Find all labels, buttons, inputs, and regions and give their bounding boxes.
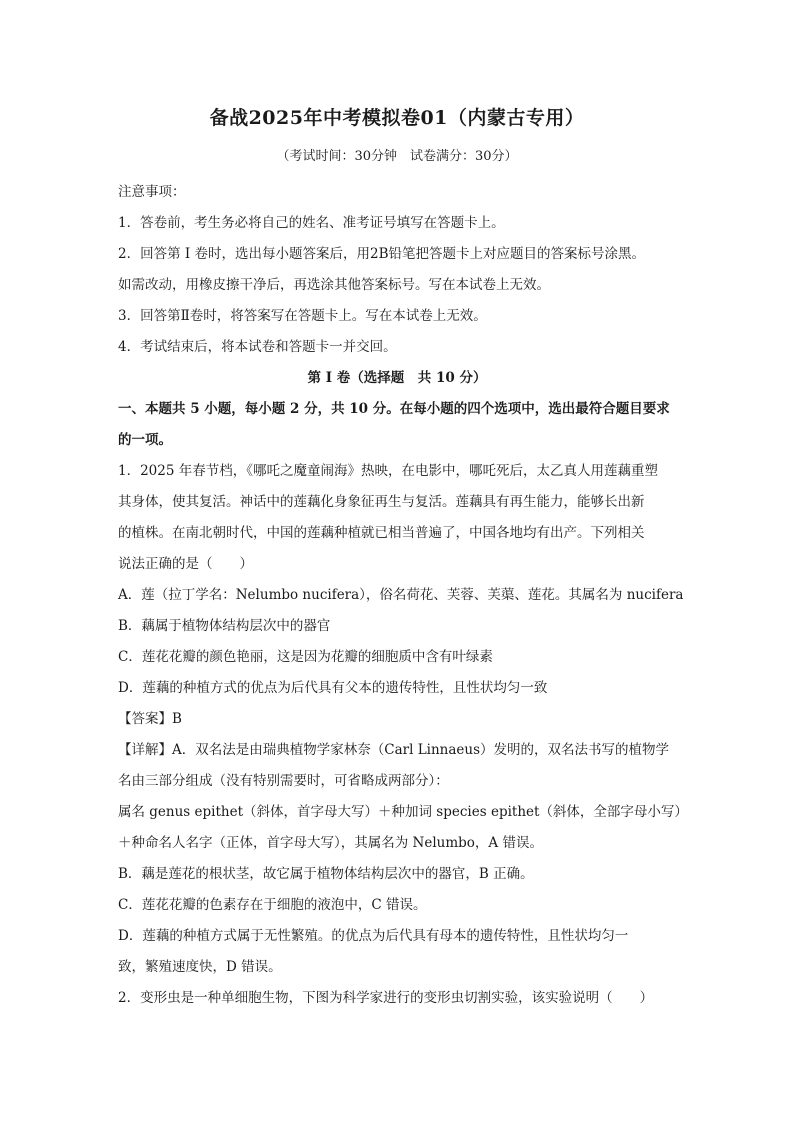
- section-instruction: 的一项。: [118, 432, 172, 448]
- question-stem: 1．2025 年春节档，《哪吒之魔童闹海》热映，在电影中，哪吒死后，太乙真人用莲藕重塑: [118, 463, 658, 479]
- explanation-line: D．莲藕的种植方式属于无性繁殖。的优点为后代具有母本的遗传特性，且性状均匀一: [118, 928, 629, 944]
- exam-info: （考试时间：30分钟 试卷满分：30分）: [276, 149, 518, 164]
- question-stem: 说法正确的是（ ）: [118, 556, 253, 572]
- explanation-line: 【详解】A．双名法是由瑞典植物学家林奈（Carl Linnaeus）发明的，双名法书写的植物学: [118, 742, 670, 758]
- explanation-line: ＋种命名人名字（正体，首字母大写），其属名为 Nelumbo，A 错误。: [118, 835, 543, 851]
- explanation-line: 名由三部分组成（没有特别需要时，可省略成两部分）：: [118, 773, 449, 789]
- notes-heading: 注意事项：: [118, 184, 186, 200]
- explanation-line: 致，繁殖速度快，D 错误。: [118, 959, 282, 975]
- option-c: C．莲花花瓣的颜色艳丽，这是因为花瓣的细胞质中含有叶绿素: [118, 649, 493, 665]
- answer: 【答案】B: [118, 711, 182, 727]
- note-item: 3．回答第Ⅱ卷时，将答案写在答题卡上。写在本试卷上无效。: [118, 308, 487, 324]
- explanation-line: C．莲花花瓣的色素存在于细胞的液泡中，C 错误。: [118, 897, 427, 913]
- note-item: 2．回答第 I 卷时，选出每小题答案后，用2B铅笔把答题卡上对应题目的答案标号涂黑。: [118, 246, 646, 262]
- option-a: A．莲（拉丁学名：Nelumbo nucifera），俗名荷花、芙蓉、芙蕖、莲花。其属名为 nucifera: [118, 587, 684, 603]
- question-stem: 其身体，使其复活。神话中的莲藕化身象征再生与复活。莲藕具有再生能力，能够长出新: [118, 494, 645, 510]
- note-item: 4．考试结束后，将本试卷和答题卡一并交回。: [118, 339, 397, 355]
- question-stem: 的植株。在南北朝时代，中国的莲藕种植就已相当普遍了，中国各地均有出产。下列相关: [118, 525, 645, 541]
- question-stem: 2．变形虫是一种单细胞生物，下图为科学家进行的变形虫切割实验，该实验说明（ ）: [118, 990, 654, 1006]
- note-item: 1．答卷前，考生务必将自己的姓名、准考证号填写在答题卡上。: [118, 215, 505, 231]
- section-instruction: 一、本题共 5 小题，每小题 2 分，共 10 分。在每小题的四个选项中，选出最符合题目要求: [118, 401, 670, 417]
- option-b: B．藕属于植物体结构层次中的器官: [118, 618, 331, 634]
- page-title: 备战2025年中考模拟卷01（内蒙古专用）: [209, 107, 585, 129]
- option-d: D．莲藕的种植方式的优点为后代具有父本的遗传特性，且性状均匀一致: [118, 680, 548, 696]
- note-item: 如需改动，用橡皮擦干净后，再选涂其他答案标号。写在本试卷上无效。: [118, 277, 550, 293]
- section-heading: 第 I 卷（选择题 共 10 分）: [307, 370, 487, 386]
- explanation-line: 属名 genus epithet（斜体，首字母大写）＋种加词 species epithet（斜体，全部字母小写）: [118, 804, 688, 820]
- explanation-line: B．藕是莲花的根状茎，故它属于植物体结构层次中的器官，B 正确。: [118, 866, 534, 882]
